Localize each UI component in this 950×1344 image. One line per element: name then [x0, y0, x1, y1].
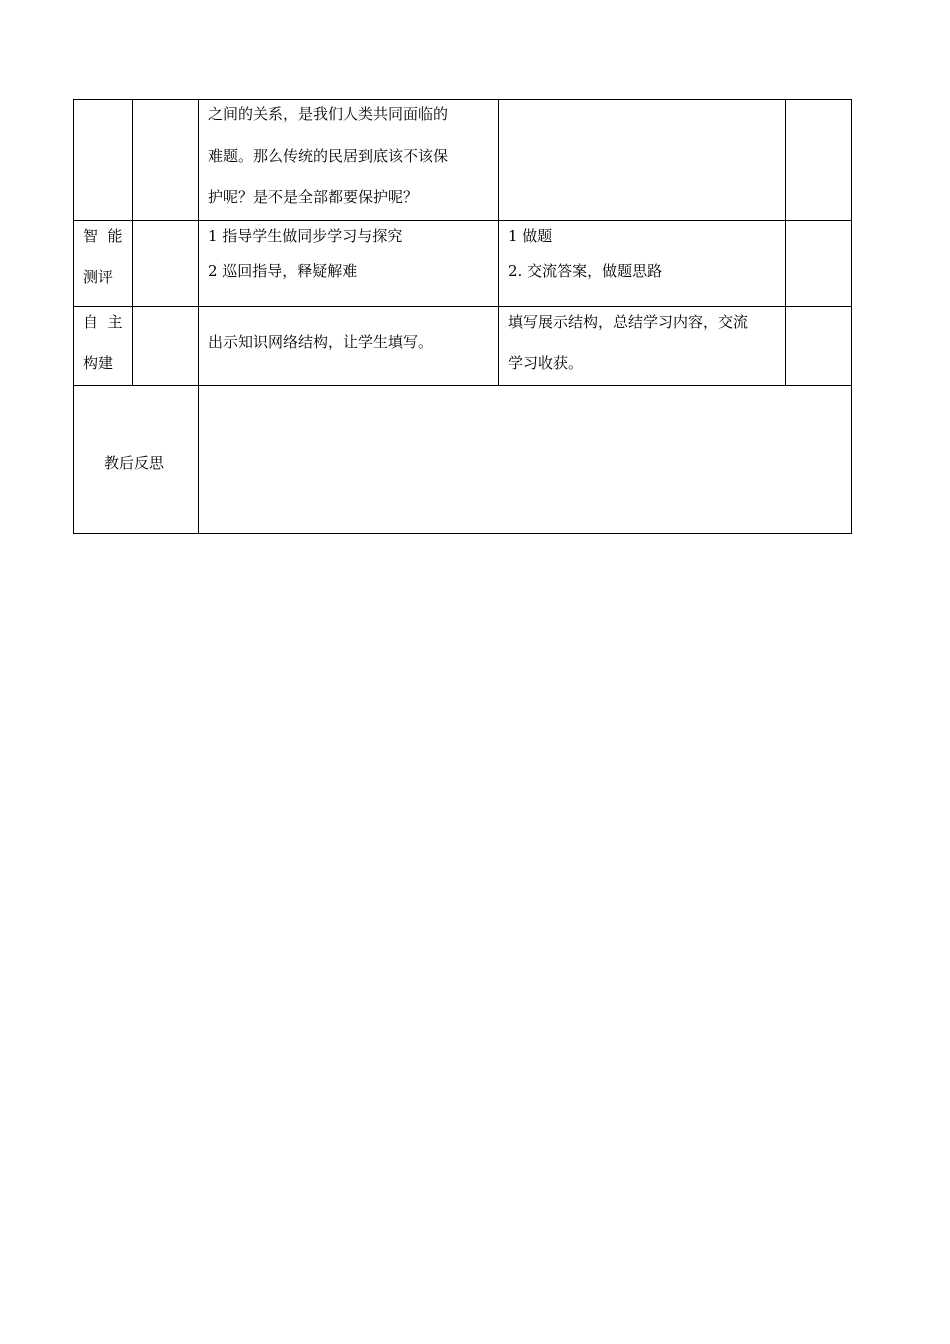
border-right [851, 99, 852, 534]
row2-col4-line2: 2. 交流答案，做题思路 [508, 262, 663, 280]
border-col2 [198, 99, 199, 534]
border-row1-bottom [73, 220, 852, 221]
border-row2-bottom [73, 306, 852, 307]
row2-label-line1: 智 能 [83, 227, 123, 245]
row2-col4-line1: 1 做题 [508, 227, 553, 245]
border-col4 [785, 99, 786, 386]
border-row3-bottom [73, 385, 852, 386]
row3-col4-line1: 填写展示结构，总结学习内容，交流 [508, 313, 749, 331]
row3-col3-line1: 出示知识网络结构，让学生填写。 [208, 333, 434, 351]
border-col3 [498, 99, 499, 386]
row2-label-line2: 测评 [83, 268, 114, 286]
row2-col3-line1: 1 指导学生做同步学习与探究 [208, 227, 403, 245]
border-bottom [73, 533, 852, 534]
row1-col3-line3: 护呢？是不是全部都要保护呢？ [208, 188, 419, 206]
border-top [73, 99, 852, 100]
row2-col3-line2: 2 巡回指导，释疑解难 [208, 262, 358, 280]
row1-col3-line2: 难题。那么传统的民居到底该不该保 [208, 147, 449, 165]
border-col1 [132, 99, 133, 386]
border-left [73, 99, 74, 534]
row3-label-line2: 构建 [83, 354, 114, 372]
row1-col3-line1: 之间的关系，是我们人类共同面临的 [208, 105, 449, 123]
row3-label-line1: 自 主 [83, 313, 123, 331]
row4-label: 教后反思 [104, 454, 165, 472]
row3-col4-line2: 学习收获。 [508, 354, 584, 372]
